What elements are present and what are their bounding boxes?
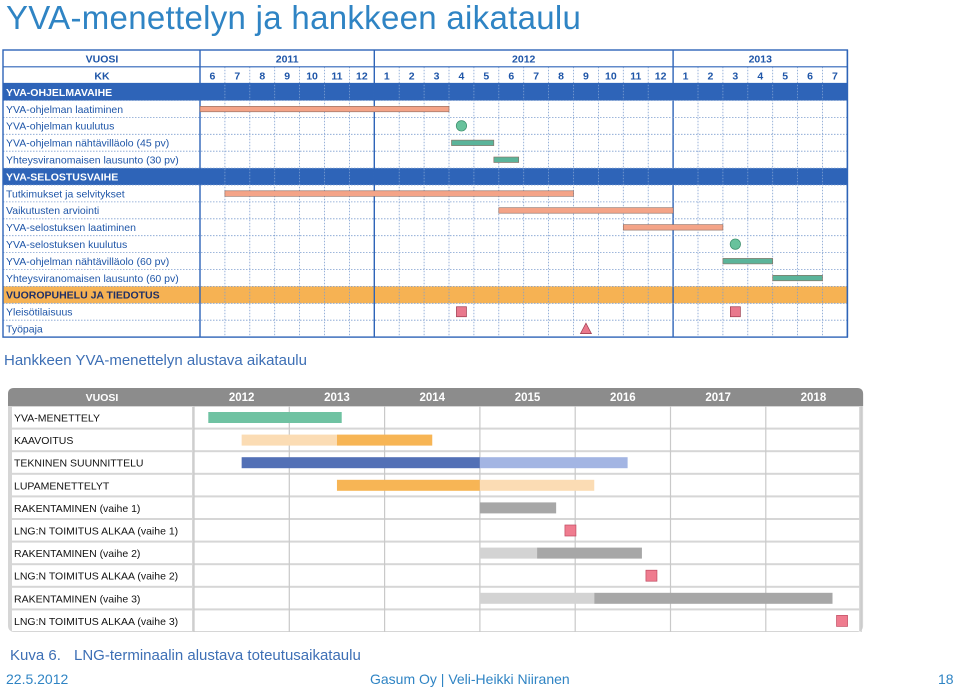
header-kk-label: KK <box>94 70 110 83</box>
activity-label: LNG:N TOIMITUS ALKAA (vaihe 2) <box>14 570 179 583</box>
month-label: 3 <box>433 70 440 83</box>
delivery-start-marker <box>837 615 848 626</box>
month-label: 11 <box>331 70 343 83</box>
year-label: 2014 <box>419 392 446 404</box>
year-label: 2017 <box>705 392 731 404</box>
month-label: 10 <box>605 70 617 83</box>
month-label: 4 <box>757 70 764 83</box>
month-label: 12 <box>356 70 368 83</box>
year-label: 2016 <box>610 392 636 404</box>
activity-bar <box>480 457 628 468</box>
month-label: 9 <box>583 70 589 83</box>
month-label: 7 <box>533 70 540 83</box>
year-label: 2015 <box>514 392 541 404</box>
task-label: YVA-ohjelman nähtävilläolo (45 pv) <box>6 137 170 150</box>
activity-bar <box>480 548 537 559</box>
month-label: 3 <box>732 70 739 83</box>
bottom-chart-caption <box>10 647 361 664</box>
task-label: Vaikutusten arviointi <box>6 205 100 218</box>
task-label: Yhteysviranomaisen lausunto (60 pv) <box>6 272 179 285</box>
header-vuosi-label: VUOSI <box>85 392 119 404</box>
year-label: 2012 <box>228 392 255 404</box>
activity-label: RAKENTAMINEN (vaihe 3) <box>14 593 141 606</box>
task-label: Työpaja <box>6 323 43 336</box>
activity-bar <box>594 593 832 604</box>
month-label: 11 <box>630 70 642 83</box>
activity-bar <box>480 502 556 513</box>
activity-bar <box>208 412 341 423</box>
month-label: 6 <box>209 70 216 83</box>
month-label: 2 <box>707 70 714 83</box>
header-vuosi-label: VUOSI <box>85 53 119 66</box>
month-label: 7 <box>234 70 241 83</box>
year-label: 2018 <box>800 392 827 404</box>
section-label: YVA-OHJELMAVAIHE <box>6 86 113 99</box>
task-label: Tutkimukset ja selvitykset <box>6 188 125 201</box>
activity-bar <box>337 480 480 491</box>
activity-bar <box>337 435 432 446</box>
month-label: 9 <box>284 70 291 83</box>
task-label: YVA-selostuksen laatiminen <box>6 222 136 235</box>
task-label: Yleisötilaisuus <box>6 306 73 319</box>
top-chart-caption: Hankkeen YVA-menettelyn alustava aikataulu <box>4 352 307 369</box>
delivery-start-marker <box>646 570 657 581</box>
row-timeline-cell <box>194 565 859 586</box>
month-label: 6 <box>508 70 515 83</box>
footer-presenter: Gasum Oy | Veli-Heikki Niiranen <box>370 671 570 687</box>
activity-label: KAAVOITUS <box>14 435 74 448</box>
activity-label: TEKNINEN SUUNNITTELU <box>14 457 144 470</box>
section-label: YVA-SELOSTUSVAIHE <box>6 171 119 184</box>
year-label: 2013 <box>324 392 350 404</box>
month-label: 5 <box>483 70 490 83</box>
year-label: 2011 <box>275 53 299 66</box>
task-label: Yhteysviranomaisen lausunto (30 pv) <box>6 154 179 167</box>
row-timeline-cell <box>194 520 859 541</box>
month-label: 1 <box>682 70 689 83</box>
activity-bar <box>242 435 337 446</box>
section-label: VUOROPUHELU JA TIEDOTUS <box>6 289 160 302</box>
task-label: YVA-ohjelman laatiminen <box>6 103 124 116</box>
footer-date: 22.5.2012 <box>6 671 69 687</box>
activity-label: RAKENTAMINEN (vaihe 1) <box>14 502 141 515</box>
activity-bar <box>242 457 480 468</box>
month-label: 12 <box>654 70 667 83</box>
year-label: 2012 <box>512 53 536 66</box>
delivery-start-marker <box>565 525 576 536</box>
activity-label: YVA-MENETTELY <box>14 412 100 425</box>
month-label: 7 <box>832 70 838 83</box>
month-label: 10 <box>306 70 318 83</box>
task-label: YVA-selostuksen kuulutus <box>6 239 128 251</box>
activity-label: LNG:N TOIMITUS ALKAA (vaihe 3) <box>14 615 179 628</box>
task-label: YVA-ohjelman nähtävilläolo (60 pv) <box>6 255 170 268</box>
month-label: 4 <box>458 70 465 83</box>
activity-bar <box>537 548 642 559</box>
month-label: 5 <box>782 70 789 83</box>
page-title: YVA-menettelyn ja hankkeen aikataulu <box>6 0 582 36</box>
month-label: 8 <box>259 70 266 83</box>
row-timeline-cell <box>194 610 859 631</box>
footer-page-number: 18 <box>938 671 954 687</box>
month-label: 1 <box>383 70 390 83</box>
activity-label: RAKENTAMINEN (vaihe 2) <box>14 548 141 561</box>
figure-caption-text: LNG-terminaalin alustava toteutusaikataulu <box>74 647 361 664</box>
month-label: 2 <box>408 70 415 83</box>
task-label: YVA-ohjelman kuulutus <box>6 120 115 133</box>
activity-bar <box>480 593 594 604</box>
activity-label: LNG:N TOIMITUS ALKAA (vaihe 1) <box>14 525 179 538</box>
figure-number: Kuva 6. <box>10 647 61 664</box>
year-label: 2013 <box>748 53 772 66</box>
month-label: 6 <box>807 70 813 83</box>
activity-bar <box>480 480 594 491</box>
month-label: 8 <box>558 70 564 83</box>
activity-label: LUPAMENETTELYT <box>14 480 110 493</box>
